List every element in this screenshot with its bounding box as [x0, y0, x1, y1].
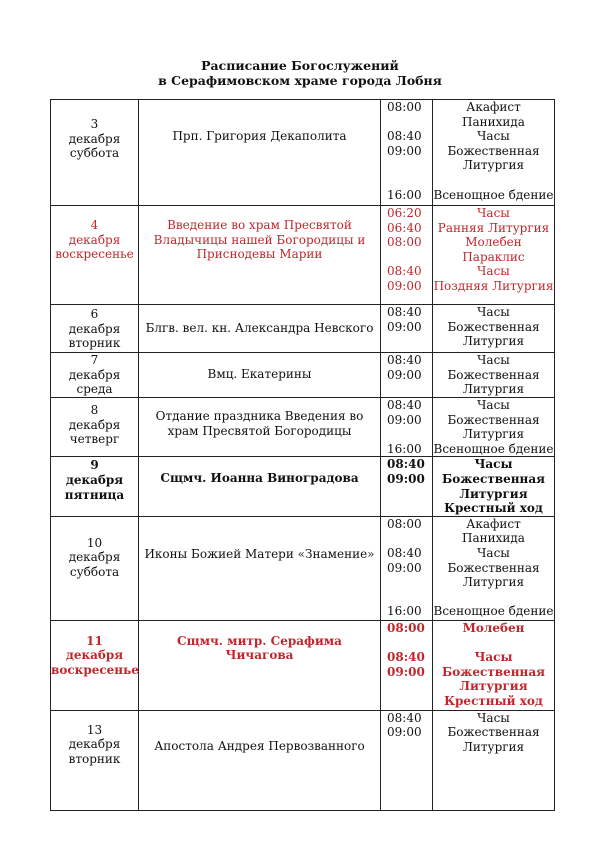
service-cell-line	[433, 173, 554, 188]
event-cell-line: Отдание праздника Введения во	[155, 409, 364, 423]
date-cell-line: декабря	[68, 131, 121, 146]
service-cell-line: Всенощное бдение	[433, 187, 554, 202]
service-cell-line: Часы	[477, 398, 510, 412]
service-cell	[433, 516, 555, 620]
service-cell-line: Часы	[477, 545, 510, 560]
schedule-row	[51, 353, 555, 398]
date-cell-line: 6	[90, 307, 99, 321]
service-cell-line: Божественная	[442, 471, 545, 486]
event-cell-line: Прп. Григория Декаполита	[172, 129, 347, 143]
service-cell-line: Часы	[474, 649, 513, 664]
date-cell-line: декабря	[65, 648, 124, 663]
time-cell-line: 16:00	[387, 187, 422, 202]
date-cell	[51, 398, 139, 457]
service-cell	[433, 710, 555, 810]
event-cell-line: Сщмч. митр. Серафима	[177, 633, 342, 648]
event-cell	[139, 206, 381, 305]
service-cell-line: Божественная	[447, 143, 540, 158]
time-cell	[381, 100, 433, 206]
event-cell	[139, 353, 381, 398]
time-cell-line	[387, 173, 432, 188]
service-cell-line: Божественная	[447, 560, 540, 575]
time-cell-line: 09:00	[387, 278, 422, 293]
time-cell-line	[387, 115, 432, 130]
service-cell-line	[433, 590, 554, 605]
date-cell-line: 3	[90, 117, 99, 131]
date-cell-line: суббота	[69, 564, 120, 579]
service-cell-line: Литургия	[462, 382, 525, 397]
event-cell-line: Блгв. вел. кн. Александра Невского	[145, 321, 374, 335]
service-cell	[433, 398, 555, 457]
time-cell-line: 06:20	[387, 206, 422, 220]
time-cell-line: 09:00	[387, 367, 422, 382]
service-cell-line: Часы	[477, 129, 510, 144]
time-cell-line: 08:00	[387, 100, 422, 114]
service-cell-line: Литургия	[462, 739, 525, 754]
service-cell-line: Часы	[477, 305, 510, 319]
page-title	[0, 58, 600, 88]
service-cell-line: Параклис	[462, 249, 525, 264]
time-cell	[381, 353, 433, 398]
time-cell-line: 08:40	[387, 305, 422, 319]
schedule-row	[51, 305, 555, 353]
event-cell	[139, 100, 381, 206]
time-cell-line: 08:40	[387, 398, 422, 412]
time-cell-line: 08:00	[387, 620, 425, 635]
date-cell-line: декабря	[65, 472, 124, 487]
service-cell-line: Литургия	[462, 575, 525, 590]
date-cell	[51, 710, 139, 810]
time-cell-line: 08:40	[387, 545, 422, 560]
time-cell-line: 16:00	[387, 604, 422, 619]
time-cell-line	[387, 501, 432, 516]
title-line-1: Расписание Богослужений	[201, 58, 399, 73]
date-cell	[51, 305, 139, 353]
schedule-row	[51, 516, 555, 620]
service-cell-line: Литургия	[459, 679, 528, 694]
date-cell-line: среда	[76, 382, 113, 397]
service-cell-line: Акафист	[466, 100, 521, 114]
date-cell	[51, 516, 139, 620]
date-cell-line: воскресенье	[51, 662, 139, 677]
date-cell	[51, 100, 139, 206]
date-cell-line: вторник	[68, 336, 121, 351]
date-cell-line: декабря	[68, 232, 121, 247]
date-cell-line: пятница	[64, 487, 125, 502]
service-cell-line: Часы	[477, 353, 510, 367]
time-cell-line: 08:40	[387, 264, 422, 279]
event-cell-line: Апостола Андрея Первозванного	[154, 738, 365, 753]
date-cell-line: 13	[86, 722, 103, 737]
service-cell-line: Часы	[477, 710, 510, 725]
service-cell-line: Поздняя Литургия	[433, 278, 554, 293]
event-cell-line: Чичагова	[225, 648, 294, 663]
time-cell-line	[387, 382, 432, 397]
time-cell-line: 08:40	[387, 710, 422, 725]
service-cell-line: Часы	[474, 457, 513, 472]
service-cell	[433, 620, 555, 710]
time-cell	[381, 305, 433, 353]
time-cell-line	[387, 575, 432, 590]
event-cell	[139, 710, 381, 810]
time-cell-line: 09:00	[387, 664, 425, 679]
service-cell-line: Литургия	[462, 427, 525, 442]
time-cell	[381, 206, 433, 305]
date-cell-line: 10	[86, 535, 103, 550]
service-cell-line: Молебен	[465, 235, 522, 250]
time-cell	[381, 710, 433, 810]
event-cell	[139, 398, 381, 457]
event-cell-line: Введение во храм Пресвятой	[167, 218, 352, 232]
service-cell-line: Божественная	[447, 319, 540, 334]
service-cell-line: Божественная	[442, 664, 545, 679]
service-cell-line	[433, 635, 554, 650]
service-cell	[433, 353, 555, 398]
date-cell-line: воскресенье	[55, 247, 134, 262]
time-cell-line: 08:40	[387, 129, 422, 144]
time-cell-line: 09:00	[387, 560, 422, 575]
time-cell-line	[387, 679, 432, 694]
service-cell-line: Акафист	[466, 516, 521, 531]
time-cell	[381, 516, 433, 620]
service-cell	[433, 100, 555, 206]
time-cell-line: 16:00	[387, 441, 422, 456]
event-cell-line: Вмц. Екатерины	[207, 367, 312, 381]
time-cell-line: 09:00	[387, 725, 422, 740]
date-cell-line: 8	[90, 403, 99, 417]
service-cell-line: Божественная	[447, 412, 540, 427]
date-cell-line: декабря	[68, 550, 121, 565]
time-cell-line: 08:40	[387, 649, 425, 664]
schedule-row	[51, 398, 555, 457]
time-cell-line: 08:00	[387, 516, 422, 531]
date-cell-line: суббота	[69, 146, 120, 161]
service-cell	[433, 305, 555, 353]
date-cell-line: четверг	[69, 432, 120, 447]
service-cell-line: Часы	[477, 264, 510, 279]
schedule-row	[51, 457, 555, 516]
date-cell-line: 11	[86, 633, 103, 648]
service-cell-line: Божественная	[447, 725, 540, 740]
time-cell-line	[387, 590, 432, 605]
date-cell-line: декабря	[68, 737, 121, 752]
service-cell-line: Божественная	[447, 367, 540, 382]
service-cell	[433, 457, 555, 516]
event-cell	[139, 457, 381, 516]
schedule-table	[50, 99, 555, 811]
date-cell-line: декабря	[68, 417, 121, 432]
event-cell-line: Иконы Божией Матери «Знамение»	[144, 546, 375, 561]
event-cell	[139, 620, 381, 710]
schedule-row	[51, 100, 555, 206]
date-cell-line: декабря	[68, 321, 121, 336]
date-cell	[51, 457, 139, 516]
service-cell-line: Панихида	[462, 114, 525, 129]
time-cell-line: 08:40	[387, 353, 422, 367]
time-cell-line: 06:40	[387, 220, 422, 235]
time-cell-line	[387, 250, 432, 265]
time-cell	[381, 457, 433, 516]
service-cell-line: Литургия	[462, 334, 525, 349]
service-cell-line: Панихида	[462, 531, 525, 546]
date-cell	[51, 206, 139, 305]
time-cell-line	[387, 694, 432, 709]
service-cell-line: Ранняя Литургия	[437, 220, 550, 235]
schedule-row	[51, 206, 555, 305]
schedule-row	[51, 620, 555, 710]
time-cell-line	[387, 635, 432, 650]
service-cell	[433, 206, 555, 305]
service-cell-line: Крестный ход	[444, 693, 543, 708]
service-cell-line: Литургия	[462, 158, 525, 173]
time-cell-line	[387, 487, 432, 502]
time-cell-line: 09:00	[387, 319, 422, 334]
service-cell-line: Крестный ход	[444, 501, 543, 516]
time-cell-line: 09:00	[387, 143, 422, 158]
time-cell-line: 09:00	[387, 412, 422, 427]
service-cell-line: Литургия	[459, 486, 528, 501]
time-cell-line: 08:40	[387, 457, 425, 472]
time-cell-line: 09:00	[387, 471, 425, 486]
time-cell-line: 08:00	[387, 235, 422, 250]
time-cell	[381, 398, 433, 457]
event-cell	[139, 516, 381, 620]
service-cell-line: Всенощное бдение	[433, 441, 554, 456]
date-cell	[51, 620, 139, 710]
date-cell-line: 9	[90, 458, 99, 473]
event-cell	[139, 305, 381, 353]
schedule-row	[51, 710, 555, 810]
service-cell-line: Часы	[477, 206, 510, 220]
time-cell-line	[387, 334, 432, 349]
title-line-2: в Серафимовском храме города Лобня	[158, 73, 442, 88]
time-cell-line	[387, 740, 432, 755]
time-cell	[381, 620, 433, 710]
service-cell-line: Молебен	[462, 620, 525, 635]
event-cell-line: Владычицы нашей Богородицы и	[153, 232, 366, 247]
date-cell-line: декабря	[68, 367, 121, 382]
time-cell-line	[387, 427, 432, 442]
date-cell	[51, 353, 139, 398]
event-cell-line: Приснодевы Марии	[196, 247, 323, 262]
time-cell-line	[387, 158, 432, 173]
service-cell-line: Всенощное бдение	[433, 604, 554, 619]
event-cell-line: храм Пресвятой Богородицы	[167, 423, 352, 438]
time-cell-line	[387, 531, 432, 546]
date-cell-line: 4	[90, 218, 99, 232]
date-cell-line: вторник	[68, 751, 121, 766]
date-cell-line: 7	[90, 353, 99, 367]
event-cell-line: Сщмч. Иоанна Виноградова	[160, 471, 359, 486]
